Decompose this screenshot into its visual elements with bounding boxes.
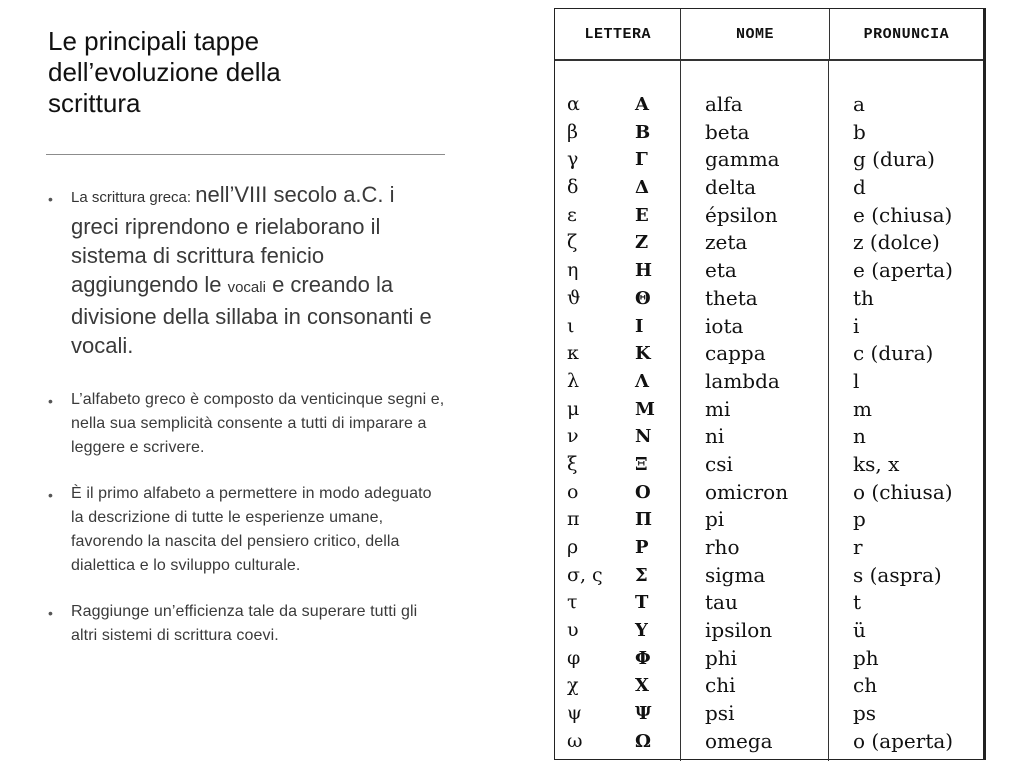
- letter-name-cell: mi: [705, 396, 731, 421]
- letter-name-cell: pi: [705, 507, 725, 532]
- pronunciation-cell: p: [853, 507, 866, 532]
- letter-cell: [555, 340, 680, 368]
- letter-cell: [555, 645, 680, 673]
- header-pronuncia: PRONUNCIA: [863, 25, 950, 43]
- pronunciation-cell: e (aperta): [853, 258, 953, 283]
- pronunciation-cell: ph: [853, 645, 879, 670]
- letter-name-cell: sigma: [705, 562, 766, 587]
- pronunciation-cell: z (dolce): [853, 230, 940, 255]
- pronunciation-cell: c (dura): [853, 341, 934, 366]
- pronunciation-cell: m: [853, 396, 872, 421]
- pronunciation-cell: r: [853, 535, 863, 559]
- greek-alphabet-table: [554, 8, 986, 760]
- letter-name-cell: ni: [705, 424, 725, 449]
- lowercase-letter: λ: [567, 369, 580, 392]
- letter-name-cell: rho: [705, 535, 740, 559]
- lowercase-letter: σ, ς: [567, 563, 603, 586]
- letter-cell: [555, 534, 680, 562]
- lowercase-letter: α: [567, 93, 580, 115]
- letter-cell: [555, 451, 680, 479]
- lowercase-letter: ο: [567, 480, 579, 503]
- pronunciation-cell: e (chiusa): [853, 202, 953, 227]
- title-line: Le principali tappe: [48, 26, 260, 56]
- bullet-text: Raggiunge un’efficienza tale da superare tutti gli altri sistemi di scrittura coevi.: [71, 603, 418, 644]
- slide-title: [48, 26, 448, 119]
- pronunciation-cell: n: [853, 424, 866, 449]
- letter-column: [555, 61, 681, 761]
- letter-cell: [555, 672, 680, 700]
- letter-name-cell: csi: [705, 451, 733, 476]
- pronunciation-cell: o (aperta): [853, 728, 954, 753]
- uppercase-letter: Β: [635, 121, 651, 143]
- pronunciation-cell: a: [853, 92, 865, 116]
- letter-cell: [555, 423, 680, 451]
- letter-cell: [555, 91, 680, 119]
- uppercase-letter: Γ: [635, 149, 648, 171]
- table-body: [555, 61, 983, 761]
- letter-name-cell: ipsilon: [705, 618, 773, 643]
- letter-name-cell: beta: [705, 119, 750, 144]
- uppercase-letter: Μ: [635, 398, 655, 420]
- table-header: [555, 9, 983, 61]
- letter-name-cell: psi: [705, 701, 735, 726]
- letter-cell: [555, 202, 680, 230]
- letter-name-cell: eta: [705, 258, 737, 283]
- bullet-text: L’alfabeto greco è composto da venticinque segni e, nella sua semplicità consente a tutti di imparare a leggere e scrivere.: [71, 391, 445, 456]
- uppercase-letter: Ν: [635, 426, 652, 448]
- letter-name-cell: phi: [705, 645, 738, 670]
- letter-name-cell: cappa: [705, 341, 766, 366]
- lowercase-letter: γ: [567, 148, 579, 171]
- bullet-dot-icon: •: [48, 605, 54, 621]
- title-line: scrittura: [48, 88, 141, 118]
- uppercase-letter: Π: [635, 509, 652, 531]
- bullet-item: [48, 600, 448, 648]
- letter-name-cell: alfa: [705, 92, 743, 116]
- lowercase-letter: δ: [567, 176, 579, 199]
- pronunciation-cell: ü: [853, 618, 866, 643]
- uppercase-letter: Ζ: [635, 232, 649, 254]
- bullet-item: [48, 482, 448, 578]
- pronunciation-cell: ps: [853, 701, 877, 726]
- letter-cell: [555, 396, 680, 424]
- uppercase-letter: Ε: [635, 204, 649, 226]
- bullet-list: [48, 180, 448, 670]
- letter-name-cell: delta: [705, 175, 756, 200]
- lowercase-letter: β: [567, 120, 578, 143]
- lowercase-letter: ν: [567, 425, 579, 448]
- uppercase-letter: Ρ: [635, 537, 649, 558]
- letter-cell: [555, 479, 680, 507]
- lowercase-letter: χ: [567, 674, 579, 697]
- bullet-text: È il primo alfabeto a permettere in modo adeguato la descrizione di tutte le esperienze umane, favorendo la nascita del pensiero critico, della dialettica e lo sviluppo culturale.: [71, 485, 432, 574]
- letter-cell: [555, 119, 680, 147]
- bullet-lead-colon: :: [186, 189, 196, 206]
- lowercase-letter: ρ: [567, 536, 579, 558]
- header-lettera: LETTERA: [555, 9, 681, 59]
- letter-name-cell: chi: [705, 673, 736, 698]
- letter-cell: [555, 285, 680, 313]
- letter-name-cell: omicron: [705, 479, 789, 504]
- lowercase-letter: ι: [567, 314, 575, 337]
- uppercase-letter: Ι: [635, 315, 644, 337]
- lowercase-letter: π: [567, 508, 580, 531]
- pronunciation-cell: d: [853, 175, 866, 200]
- letter-cell: [555, 146, 680, 174]
- bullet-item: [48, 180, 448, 360]
- lowercase-letter: ψ: [567, 702, 582, 725]
- bullet-lead: La scrittura greca: [71, 189, 187, 206]
- pronunciation-cell: l: [853, 368, 860, 393]
- bullet-text: e creando la divisione della sillaba in consonanti e vocali.: [71, 272, 432, 358]
- title-divider: [46, 154, 445, 155]
- uppercase-letter: Ω: [635, 730, 652, 752]
- lowercase-letter: ξ: [567, 452, 578, 475]
- bullet-dot-icon: •: [48, 191, 53, 207]
- bullet-item: [48, 388, 448, 460]
- letter-cell: [555, 617, 680, 645]
- letter-name-cell: theta: [705, 285, 758, 310]
- letter-cell: [555, 313, 680, 341]
- bullet-bold-word: vocali: [227, 279, 266, 296]
- bullet-text: nell’VIII secolo a.C. i greci riprendono e rielaborano il sistema di scrittura fenicio aggiungendo le: [71, 182, 395, 297]
- pronunciation-cell: b: [853, 119, 866, 144]
- letter-cell: [555, 174, 680, 202]
- title-line: dell’evoluzione della: [48, 57, 281, 87]
- uppercase-letter: Υ: [635, 620, 648, 642]
- letter-cell: [555, 728, 680, 756]
- letter-name-cell: tau: [705, 590, 738, 615]
- uppercase-letter: Η: [635, 260, 653, 282]
- lowercase-letter: ε: [567, 203, 577, 226]
- letter-name-cell: iota: [705, 313, 744, 338]
- uppercase-letter: Ψ: [635, 703, 652, 725]
- pronunciation-cell: g (dura): [853, 147, 935, 172]
- uppercase-letter: Θ: [635, 287, 651, 309]
- letter-cell: [555, 562, 680, 590]
- uppercase-letter: Χ: [635, 675, 649, 697]
- pronunciation-column: [829, 61, 983, 761]
- bullet-dot-icon: •: [48, 487, 54, 503]
- pronunciation-cell: ks, x: [853, 451, 900, 476]
- uppercase-letter: Λ: [635, 370, 649, 392]
- letter-name-cell: omega: [705, 728, 773, 753]
- header-nome: NOME: [681, 9, 829, 59]
- lowercase-letter: κ: [567, 342, 579, 365]
- pronunciation-cell: s (aspra): [853, 562, 942, 587]
- uppercase-letter: Δ: [635, 177, 649, 199]
- letter-cell: [555, 700, 680, 728]
- uppercase-letter: Ξ: [635, 453, 648, 475]
- lowercase-letter: ω: [567, 729, 583, 752]
- letter-name-cell: lambda: [705, 368, 780, 393]
- uppercase-letter: Φ: [635, 647, 651, 669]
- letter-cell: [555, 229, 680, 257]
- lowercase-letter: ϑ: [567, 286, 581, 309]
- pronunciation-cell: o (chiusa): [853, 479, 953, 504]
- name-column: [681, 61, 829, 761]
- pronunciation-cell: t: [853, 590, 862, 615]
- uppercase-letter: Ο: [635, 481, 651, 503]
- bullet-dot-icon: •: [48, 393, 54, 409]
- letter-name-cell: gamma: [705, 147, 780, 172]
- letter-name-cell: zeta: [705, 230, 748, 255]
- letter-cell: [555, 368, 680, 396]
- pronunciation-cell: i: [853, 313, 860, 338]
- lowercase-letter: τ: [567, 591, 578, 614]
- lowercase-letter: φ: [567, 646, 581, 669]
- uppercase-letter: Σ: [635, 564, 648, 586]
- lowercase-letter: υ: [567, 619, 579, 642]
- lowercase-letter: μ: [567, 397, 580, 420]
- lowercase-letter: ζ: [567, 231, 578, 254]
- lowercase-letter: η: [567, 259, 579, 282]
- uppercase-letter: Α: [635, 94, 649, 115]
- letter-name-cell: épsilon: [705, 202, 778, 227]
- pronunciation-cell: ch: [853, 673, 878, 698]
- letter-cell: [555, 506, 680, 534]
- letter-cell: [555, 589, 680, 617]
- uppercase-letter: Τ: [635, 592, 649, 614]
- letter-cell: [555, 257, 680, 285]
- pronunciation-cell: th: [853, 285, 874, 310]
- uppercase-letter: Κ: [635, 343, 651, 365]
